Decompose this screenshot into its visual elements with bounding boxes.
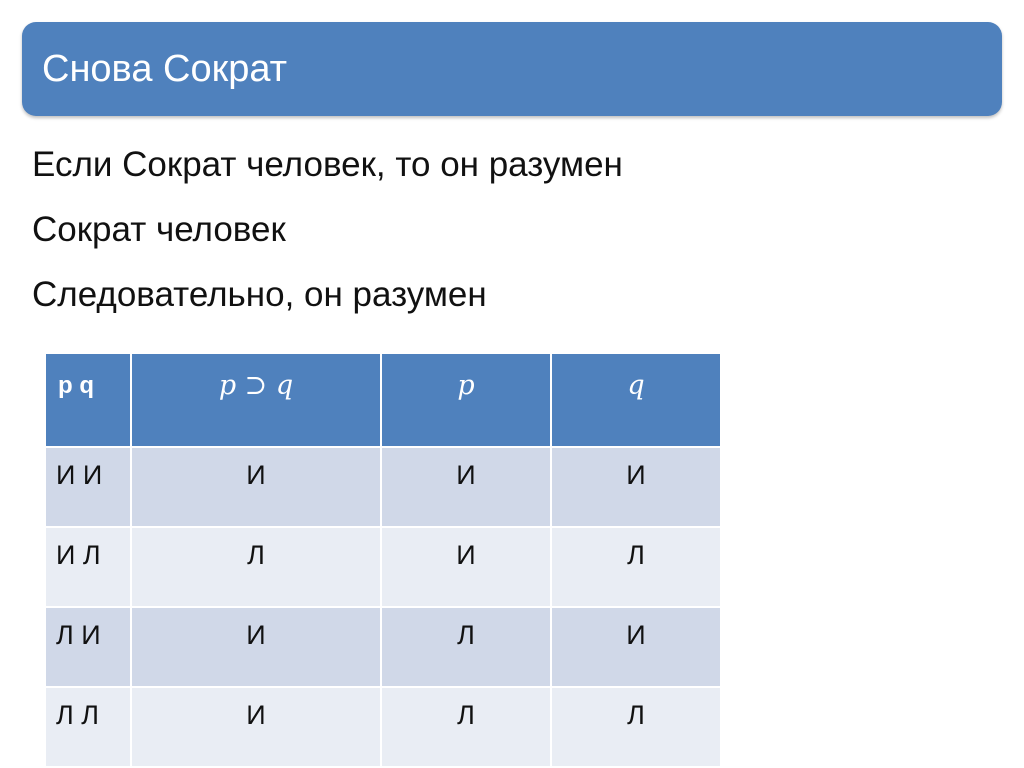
table-cell: Л: [551, 687, 721, 767]
table-cell: И: [381, 447, 551, 527]
table-cell: И: [381, 527, 551, 607]
table-cell: Л: [381, 687, 551, 767]
table-row: [45, 607, 721, 687]
table-cell: И: [131, 607, 381, 687]
table-cell: Л И: [45, 607, 131, 687]
conclusion: Следовательно, он разумен: [32, 275, 487, 314]
title-bar: [22, 22, 1002, 116]
table-cell: И И: [45, 447, 131, 527]
truth-table: [44, 352, 722, 768]
table-cell: И: [551, 607, 721, 687]
table-cell: Л: [551, 527, 721, 607]
slide-title: Снова Сократ: [42, 48, 288, 90]
body-text: [32, 144, 623, 339]
table-cell: И Л: [45, 527, 131, 607]
table-cell: Л: [381, 607, 551, 687]
header-implication: 𝑝 ⊃ 𝑞: [131, 353, 381, 447]
table-row: [45, 447, 721, 527]
table-row: [45, 527, 721, 607]
table-cell: И: [551, 447, 721, 527]
table-cell: Л Л: [45, 687, 131, 767]
header-p: 𝑝: [381, 353, 551, 447]
table-header-row: [45, 353, 721, 447]
premise-conditional: Если Сократ человек, то он разумен: [32, 145, 623, 184]
header-pq: p q: [45, 353, 131, 447]
table-cell: И: [131, 687, 381, 767]
table-cell: И: [131, 447, 381, 527]
table-cell: Л: [131, 527, 381, 607]
header-q: 𝑞: [551, 353, 721, 447]
premise-fact: Сократ человек: [32, 210, 286, 249]
table-row: [45, 687, 721, 767]
